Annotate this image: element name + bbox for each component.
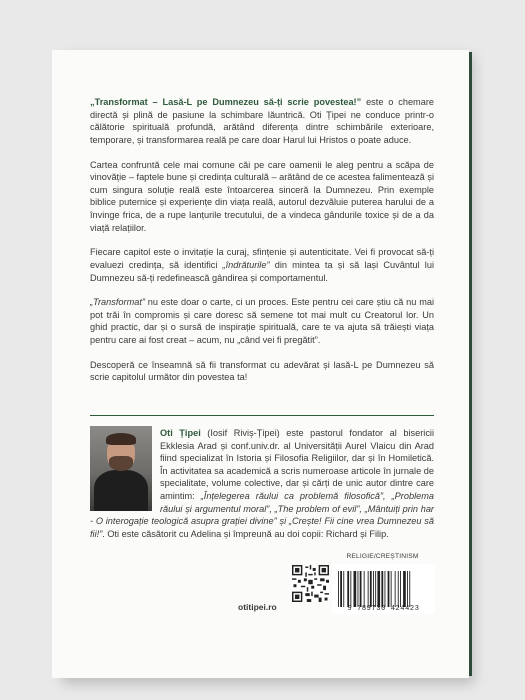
author-works: „Înțelegerea răului ca problemă filosofică”, „Problema răului și argumentul moral”, „The problem of evil”, „Mântuiți prin har - O interogație teologică asupra grației divine” și „Crește! Fii cine vrea Dumnezeu să fii!” <box>90 490 434 539</box>
category-label: RELIGIE/CREȘTINISM <box>346 553 419 560</box>
isbn-number: 9 789730 424423 <box>347 605 420 613</box>
author-bio: Oti Țipei (Iosif Riviș-Țipei) este pastorul fondator al bisericii Ekklesia Arad și conf.univ.dr. al Universității Aurel Vlaicu din Arad fiind specializat în Istoria și Filosofia Religiilor, dar și în Homiletică. În activitatea sa academică a scris numeroase articole în jurnale de specialitate, volume colective, dar și cărți de unic autor dintre care amintim: „Înțelegerea răului ca problemă filosofică”, „Problema răului și argumentul moral”, „The problem of evil”, „Mântuiți prin har - O interogație teologică asupra grației divine” și „Crește! Fii cine vrea Dumnezeu să fii!”. Oti este căsătorit cu Adelina și împreună au doi copii: Richard și Filip. <box>90 428 434 539</box>
qr-code <box>292 565 329 602</box>
divider-line <box>90 415 434 416</box>
blurb-paragraph-5: Descoperă ce înseamnă să fii transformat cu adevărat și lasă-L pe Dumnezeu să scrie capitolul următor din povestea ta! <box>90 359 434 383</box>
back-cover-blurb <box>90 96 434 396</box>
blurb-paragraph-2: Cartea confruntă cele mai comune căi pe care oamenii le aleg pentru a scăpa de vinovăție – faptele bune și credința culturală – arătând de ce acestea falimentează și cum singura soluție reală este întoarcerea sinceră la Dumnezeu. Prin exemple biblice puternice și experiențe din viața reală, autorul dezvăluie puterea harului de a învinge frica, de a rupe lanțurile trecutului, de a vindeca gândurile toxice și de a da viață relațiilor. <box>90 159 434 233</box>
book-title-quote: „Transformat – Lasă-L pe Dumnezeu să-ți scrie povestea!” <box>90 97 362 107</box>
blurb-paragraph-3: Fiecare capitol este o invitație la curaj, sfințenie și autenticitate. Vei fi provocat să-ți evaluezi credința, să identifici „îndrăturile” din mintea ta și să lași Cuvântul lui Dumnezeu să-ți redefinească gândirea și comportamentul. <box>90 247 434 283</box>
blurb-paragraph-4: „Transformat” nu este doar o carte, ci un proces. Este pentru cei care știu că nu mai pot trăi în compromis și care doresc să semene tot mai mult cu Creatorul lor. Un ghid practic, dar și o sursă de inspirație spirituală, care te va ajuta să trăiești viața pentru care ai fost creat – acum, nu „când vei fi pregătit”. <box>90 297 434 346</box>
book-back-cover <box>52 50 469 678</box>
author-name: Oti Țipei <box>160 428 201 438</box>
blurb-paragraph-1: „Transformat – Lasă-L pe Dumnezeu să-ți scrie povestea!” este o chemare directă și plină de pasiune la schimbare lăuntrică. Oti Țipei ne conduce printr-o călătorie spirituală profundă, arătând diferența dintre schimbările exterioare, temporare, și transformarea reală pe care doar Harul lui Hristos o poate aduce. <box>90 97 434 145</box>
website-url: otitipei.ro <box>238 602 277 612</box>
